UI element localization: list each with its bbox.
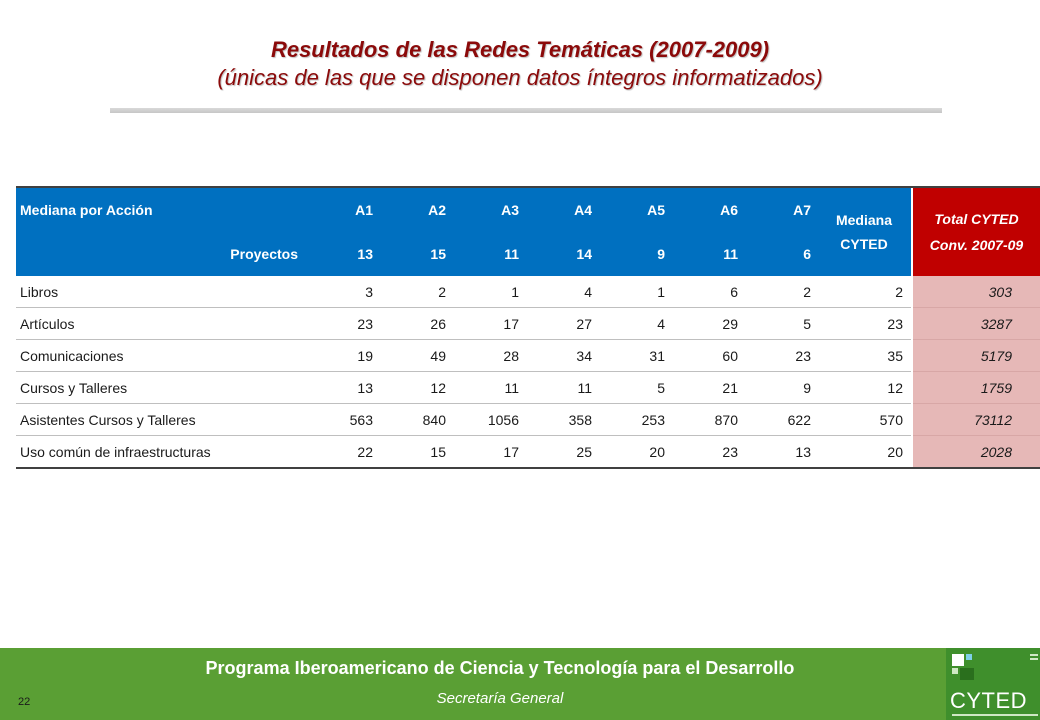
slide-title: Resultados de las Redes Temáticas (2007-2009) <box>270 37 770 62</box>
cell-value: 26 <box>379 308 452 340</box>
median-value: 12 <box>817 372 912 404</box>
title-block <box>0 36 1040 92</box>
cell-value: 1 <box>452 276 525 308</box>
cell-value: 563 <box>306 404 379 436</box>
median-header <box>817 187 912 276</box>
action-header: A7 <box>744 187 817 232</box>
title-divider <box>110 108 942 113</box>
cell-value: 12 <box>379 372 452 404</box>
table-row <box>16 372 1040 404</box>
footer-title: Programa Iberoamericano de Ciencia y Tecnología para el Desarrollo <box>205 658 795 678</box>
cell-value: 4 <box>598 308 671 340</box>
total-value: 3287 <box>912 308 1040 340</box>
cell-value: 28 <box>452 340 525 372</box>
slide-subtitle: (únicas de las que se disponen datos íntegros informatizados) <box>217 65 823 90</box>
cell-value: 25 <box>525 436 598 469</box>
total-header-line: Conv. 2007-09 <box>929 237 1024 253</box>
row-label: Artículos <box>16 308 306 340</box>
cell-value: 2 <box>379 276 452 308</box>
action-header: A2 <box>379 187 452 232</box>
cell-value: 5 <box>598 372 671 404</box>
cell-value: 23 <box>744 340 817 372</box>
cell-value: 870 <box>671 404 744 436</box>
logo-tagline-line <box>952 714 1038 716</box>
projects-count: 11 <box>671 232 744 276</box>
cell-value: 5 <box>744 308 817 340</box>
total-header <box>912 187 1040 276</box>
cyted-logo <box>946 648 1040 720</box>
table-row <box>16 340 1040 372</box>
cell-value: 17 <box>452 436 525 469</box>
cell-value: 3 <box>306 276 379 308</box>
median-value: 35 <box>817 340 912 372</box>
total-value: 2028 <box>912 436 1040 469</box>
cell-value: 2 <box>744 276 817 308</box>
row-label: Asistentes Cursos y Talleres <box>16 404 306 436</box>
total-value: 73112 <box>912 404 1040 436</box>
cell-value: 9 <box>744 372 817 404</box>
cell-value: 20 <box>598 436 671 469</box>
cyted-logo-text: CYTED <box>950 688 1028 713</box>
median-header-line: Mediana <box>835 212 892 228</box>
total-header-line: Total CYTED <box>934 211 1019 227</box>
header-label: Mediana por Acción <box>16 187 306 232</box>
cell-value: 11 <box>525 372 598 404</box>
results-table <box>16 186 1040 469</box>
cell-value: 13 <box>744 436 817 469</box>
table-row <box>16 276 1040 308</box>
header-row-actions <box>16 187 1040 232</box>
row-label: Libros <box>16 276 306 308</box>
cell-value: 21 <box>671 372 744 404</box>
cell-value: 17 <box>452 308 525 340</box>
projects-count: 15 <box>379 232 452 276</box>
action-header: A1 <box>306 187 379 232</box>
row-label: Uso común de infraestructuras <box>16 436 306 469</box>
cell-value: 34 <box>525 340 598 372</box>
cell-value: 4 <box>525 276 598 308</box>
total-value: 1759 <box>912 372 1040 404</box>
median-value: 570 <box>817 404 912 436</box>
total-value: 5179 <box>912 340 1040 372</box>
cell-value: 1 <box>598 276 671 308</box>
cell-value: 11 <box>452 372 525 404</box>
cell-value: 60 <box>671 340 744 372</box>
logo-fineprint-lines <box>1030 654 1038 664</box>
cell-value: 840 <box>379 404 452 436</box>
cell-value: 622 <box>744 404 817 436</box>
cell-value: 253 <box>598 404 671 436</box>
cell-value: 29 <box>671 308 744 340</box>
footer-subtitle: Secretaría General <box>436 690 564 707</box>
table-row <box>16 308 1040 340</box>
median-value: 2 <box>817 276 912 308</box>
cell-value: 358 <box>525 404 598 436</box>
cell-value: 6 <box>671 276 744 308</box>
action-header: A3 <box>452 187 525 232</box>
footer-bar <box>0 648 1040 720</box>
cell-value: 27 <box>525 308 598 340</box>
projects-count: 9 <box>598 232 671 276</box>
cyted-logo-mark-icon <box>952 652 980 682</box>
projects-count: 13 <box>306 232 379 276</box>
cell-value: 23 <box>671 436 744 469</box>
median-value: 20 <box>817 436 912 469</box>
page-number: 22 <box>18 696 31 708</box>
cell-value: 19 <box>306 340 379 372</box>
projects-count: 11 <box>452 232 525 276</box>
cell-value: 23 <box>306 308 379 340</box>
table-row <box>16 436 1040 469</box>
action-header: A6 <box>671 187 744 232</box>
cell-value: 49 <box>379 340 452 372</box>
cell-value: 15 <box>379 436 452 469</box>
cell-value: 1056 <box>452 404 525 436</box>
cell-value: 13 <box>306 372 379 404</box>
action-header: A4 <box>525 187 598 232</box>
cell-value: 22 <box>306 436 379 469</box>
table-row <box>16 404 1040 436</box>
median-value: 23 <box>817 308 912 340</box>
median-header-line: CYTED <box>840 236 888 252</box>
projects-count: 14 <box>525 232 598 276</box>
row-label: Comunicaciones <box>16 340 306 372</box>
action-header: A5 <box>598 187 671 232</box>
total-value: 303 <box>912 276 1040 308</box>
row-label: Cursos y Talleres <box>16 372 306 404</box>
projects-count: 6 <box>744 232 817 276</box>
cell-value: 31 <box>598 340 671 372</box>
projects-label: Proyectos <box>16 232 306 276</box>
